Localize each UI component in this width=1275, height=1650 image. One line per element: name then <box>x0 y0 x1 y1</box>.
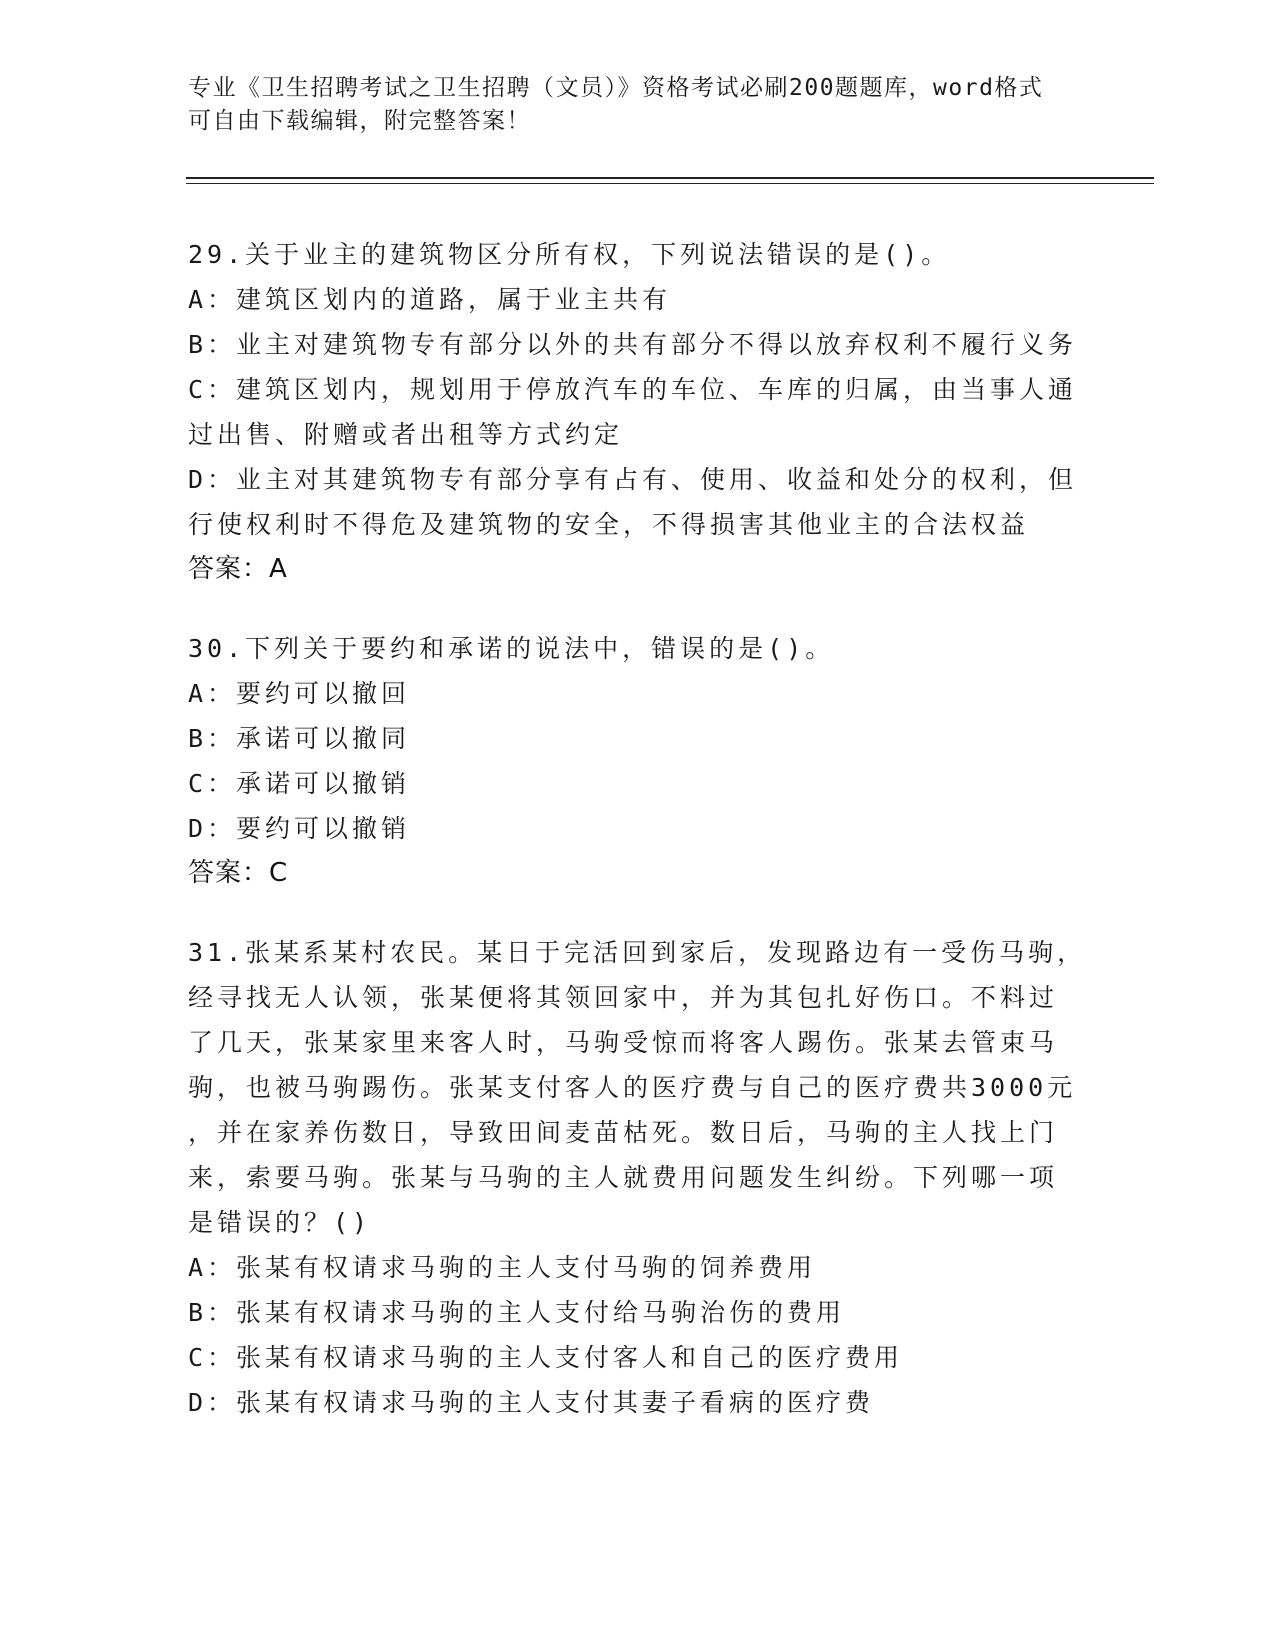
question-stem-line: 了几天，张某家里来客人时，马驹受惊而将客人踢伤。张某去管束马 <box>188 1028 1059 1057</box>
option-line: D：业主对其建筑物专有部分享有占有、使用、收益和处分的权利，但 <box>188 465 1078 494</box>
header-line-2: 可自由下载编辑，附完整答案！ <box>188 108 531 134</box>
question-stem-line: 31.张某系某村农民。某日于完活回到家后，发现路边有一受伤马驹， <box>188 938 1087 967</box>
question-stem-line: ，并在家养伤数日，导致田间麦苗枯死。数日后，马驹的主人找上门 <box>188 1118 1059 1147</box>
option-line: C：张某有权请求马驹的主人支付客人和自己的医疗费用 <box>188 1343 904 1372</box>
question-stem-line: 来，索要马驹。张某与马驹的主人就费用问题发生纠纷。下列哪一项 <box>188 1163 1059 1192</box>
question-block <box>188 930 1088 1425</box>
option-line: 行使权利时不得危及建筑物的安全，不得损害其他业主的合法权益 <box>188 510 1030 539</box>
question-block <box>188 626 1088 896</box>
option-line: A：要约可以撤回 <box>188 679 411 708</box>
question-stem-line: 经寻找无人认领，张某便将其领回家中，并为其包扎好伤口。不料过 <box>188 983 1059 1012</box>
option-line: C：建筑区划内，规划用于停放汽车的车位、车库的归属，由当事人通 <box>188 375 1078 404</box>
option-line: D：张某有权请求马驹的主人支付其妻子看病的医疗费 <box>188 1388 875 1417</box>
header-divider-thin <box>186 183 1154 184</box>
answer-text: 答案：A <box>188 554 288 584</box>
option-line: A：建筑区划内的道路，属于业主共有 <box>188 285 672 314</box>
option-line: C：承诺可以撤销 <box>188 769 411 798</box>
option-line: B：业主对建筑物专有部分以外的共有部分不得以放弃权利不履行义务 <box>188 330 1078 359</box>
question-stem-line: 是错误的？() <box>188 1208 372 1237</box>
question-block <box>188 232 1088 592</box>
document-header <box>188 72 1068 138</box>
question-stem-line: 29.关于业主的建筑物区分所有权，下列说法错误的是()。 <box>188 240 951 269</box>
option-line: B：承诺可以撤同 <box>188 724 411 753</box>
option-line: D：要约可以撤销 <box>188 814 411 843</box>
option-line: A：张某有权请求马驹的主人支付马驹的饲养费用 <box>188 1253 817 1282</box>
option-line: B：张某有权请求马驹的主人支付给马驹治伤的费用 <box>188 1298 846 1327</box>
header-divider-thick <box>186 177 1154 179</box>
answer-text: 答案：C <box>188 858 289 888</box>
option-line: 过出售、附赠或者出租等方式约定 <box>188 420 624 449</box>
question-list <box>188 232 1088 1459</box>
question-stem-line: 30.下列关于要约和承诺的说法中，错误的是()。 <box>188 634 835 663</box>
header-line-1: 专业《卫生招聘考试之卫生招聘（文员）》资格考试必刷200题题库，word格式 <box>188 75 1044 101</box>
question-stem-line: 驹，也被马驹踢伤。张某支付客人的医疗费与自己的医疗费共3000元 <box>188 1073 1077 1102</box>
